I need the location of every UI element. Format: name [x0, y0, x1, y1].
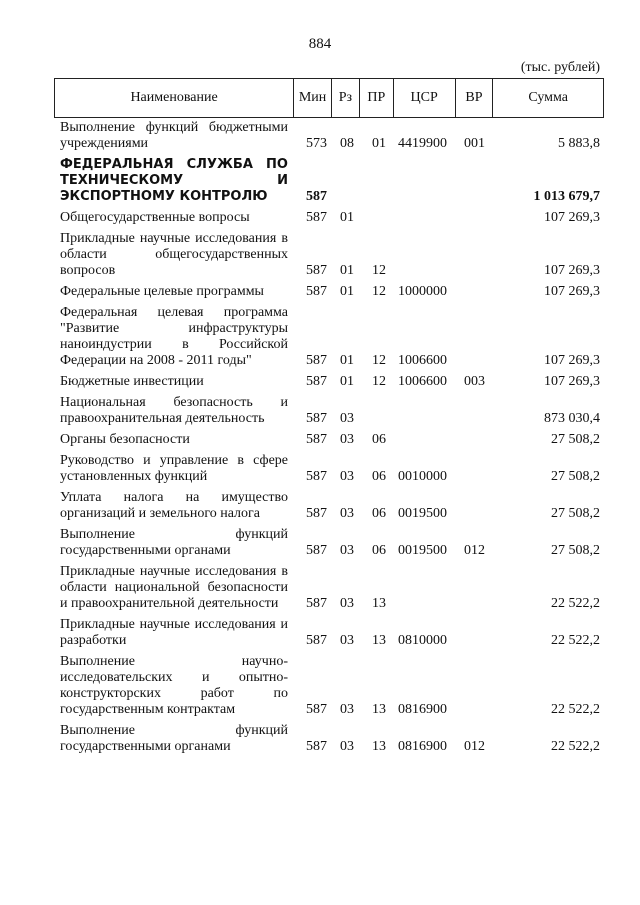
row-pr: 13 — [372, 739, 386, 754]
row-min: 587 — [306, 469, 327, 484]
row-min: 587 — [306, 506, 327, 521]
table-row — [60, 120, 600, 152]
row-name: Прикладные научные исследования в области общегосударственных вопросов — [60, 231, 288, 278]
table-row — [60, 564, 600, 612]
row-min: 587 — [306, 633, 327, 648]
row-csr: 0019500 — [398, 506, 447, 521]
row-csr: 1000000 — [398, 284, 447, 299]
row-csr: 0816900 — [398, 702, 447, 717]
row-min: 587 — [306, 210, 327, 225]
row-name: Прикладные научные исследования и разработки — [60, 617, 288, 648]
row-min: 587 — [306, 411, 327, 426]
row-sum: 27 508,2 — [551, 469, 600, 484]
row-name: Выполнение функций государственными органами — [60, 723, 288, 754]
units-label: (тыс. рублей) — [520, 60, 600, 75]
row-name: Выполнение функций бюджетными учреждениями — [60, 120, 288, 151]
table-body — [60, 120, 600, 760]
row-rz: 01 — [340, 353, 354, 368]
row-pr: 06 — [372, 432, 386, 447]
row-name: Федеральная целевая программа "Развитие инфраструктуры наноиндустрии в Российской Федерации на 2008 - 2011 годы" — [60, 305, 288, 368]
row-pr: 12 — [372, 284, 386, 299]
row-name: Уплата налога на имущество организаций и земельного налога — [60, 490, 288, 521]
row-name: Национальная безопасность и правоохранительная деятельность — [60, 395, 288, 426]
row-sum: 22 522,2 — [551, 596, 600, 611]
row-name: Бюджетные инвестиции — [60, 374, 204, 389]
row-rz: 03 — [340, 469, 354, 484]
table-header — [54, 78, 604, 118]
header-name: Наименование — [55, 79, 294, 117]
table-row — [60, 432, 600, 448]
header-sum: Сумма — [528, 90, 569, 105]
row-sum: 1 013 679,7 — [533, 189, 600, 204]
row-sum: 27 508,2 — [551, 543, 600, 558]
row-min: 573 — [306, 136, 327, 151]
row-name: Органы безопасности — [60, 432, 190, 447]
row-name: Общегосударственные вопросы — [60, 210, 250, 225]
table-row — [60, 527, 600, 559]
row-vr: 012 — [464, 739, 485, 754]
table-row — [60, 654, 600, 718]
header-min: Мин — [294, 79, 332, 117]
row-rz: 08 — [340, 136, 354, 151]
table-row — [60, 395, 600, 427]
row-sum: 107 269,3 — [544, 210, 600, 225]
row-pr: 13 — [372, 633, 386, 648]
row-min: 587 — [306, 189, 327, 204]
row-min: 587 — [306, 739, 327, 754]
row-sum: 27 508,2 — [551, 432, 600, 447]
row-csr: 0816900 — [398, 739, 447, 754]
row-name: Выполнение научно-исследовательских и опытно-конструкторских работ по государственным контрактам — [60, 654, 288, 717]
row-sum: 22 522,2 — [551, 739, 600, 754]
row-rz: 03 — [340, 432, 354, 447]
row-name: ФЕДЕРАЛЬНАЯ СЛУЖБА ПО ТЕХНИЧЕСКОМУ И ЭКСПОРТНОМУ КОНТРОЛЮ — [60, 157, 288, 204]
row-min: 587 — [306, 353, 327, 368]
row-vr: 003 — [464, 374, 485, 389]
table-row — [60, 157, 600, 205]
row-rz: 03 — [340, 506, 354, 521]
table-row — [60, 374, 600, 390]
row-sum: 873 030,4 — [544, 411, 600, 426]
row-pr: 06 — [372, 506, 386, 521]
row-min: 587 — [306, 543, 327, 558]
row-rz: 03 — [340, 543, 354, 558]
row-sum: 27 508,2 — [551, 506, 600, 521]
row-csr: 1006600 — [398, 353, 447, 368]
row-pr: 13 — [372, 702, 386, 717]
row-min: 587 — [306, 263, 327, 278]
row-vr: 012 — [464, 543, 485, 558]
row-sum: 107 269,3 — [544, 353, 600, 368]
row-rz: 03 — [340, 633, 354, 648]
row-pr: 06 — [372, 469, 386, 484]
row-csr: 1006600 — [398, 374, 447, 389]
row-sum: 107 269,3 — [544, 263, 600, 278]
row-sum: 5 883,8 — [558, 136, 600, 151]
table-row — [60, 231, 600, 279]
row-name: Руководство и управление в сфере установленных функций — [60, 453, 288, 484]
table-row — [60, 210, 600, 226]
row-min: 587 — [306, 596, 327, 611]
row-sum: 107 269,3 — [544, 284, 600, 299]
row-min: 587 — [306, 702, 327, 717]
row-min: 587 — [306, 374, 327, 389]
table-row — [60, 490, 600, 522]
table-row — [60, 617, 600, 649]
table-row — [60, 723, 600, 755]
row-rz: 03 — [340, 411, 354, 426]
row-csr: 0019500 — [398, 543, 447, 558]
row-rz: 01 — [340, 374, 354, 389]
row-pr: 06 — [372, 543, 386, 558]
row-sum: 22 522,2 — [551, 702, 600, 717]
row-sum: 107 269,3 — [544, 374, 600, 389]
row-pr: 01 — [372, 136, 386, 151]
row-pr: 12 — [372, 374, 386, 389]
row-pr: 13 — [372, 596, 386, 611]
row-csr: 0810000 — [398, 633, 447, 648]
header-csr: ЦСР — [394, 79, 456, 117]
row-rz: 01 — [340, 284, 354, 299]
header-pr: ПР — [360, 79, 394, 117]
row-vr: 001 — [464, 136, 485, 151]
row-rz: 03 — [340, 739, 354, 754]
row-name: Федеральные целевые программы — [60, 284, 264, 299]
header-vr: ВР — [456, 79, 494, 117]
row-name: Выполнение функций государственными органами — [60, 527, 288, 558]
row-pr: 12 — [372, 263, 386, 278]
row-min: 587 — [306, 432, 327, 447]
header-rz: Рз — [332, 79, 360, 117]
row-rz: 03 — [340, 702, 354, 717]
page-number: 884 — [308, 36, 332, 52]
row-sum: 22 522,2 — [551, 633, 600, 648]
row-min: 587 — [306, 284, 327, 299]
row-csr: 0010000 — [398, 469, 447, 484]
row-rz: 03 — [340, 596, 354, 611]
row-rz: 01 — [340, 210, 354, 225]
row-name: Прикладные научные исследования в области национальной безопасности и правоохранительной деятельности — [60, 564, 288, 611]
row-rz: 01 — [340, 263, 354, 278]
table-row — [60, 453, 600, 485]
row-csr: 4419900 — [398, 136, 447, 151]
row-pr: 12 — [372, 353, 386, 368]
table-row — [60, 305, 600, 369]
table-row — [60, 284, 600, 300]
